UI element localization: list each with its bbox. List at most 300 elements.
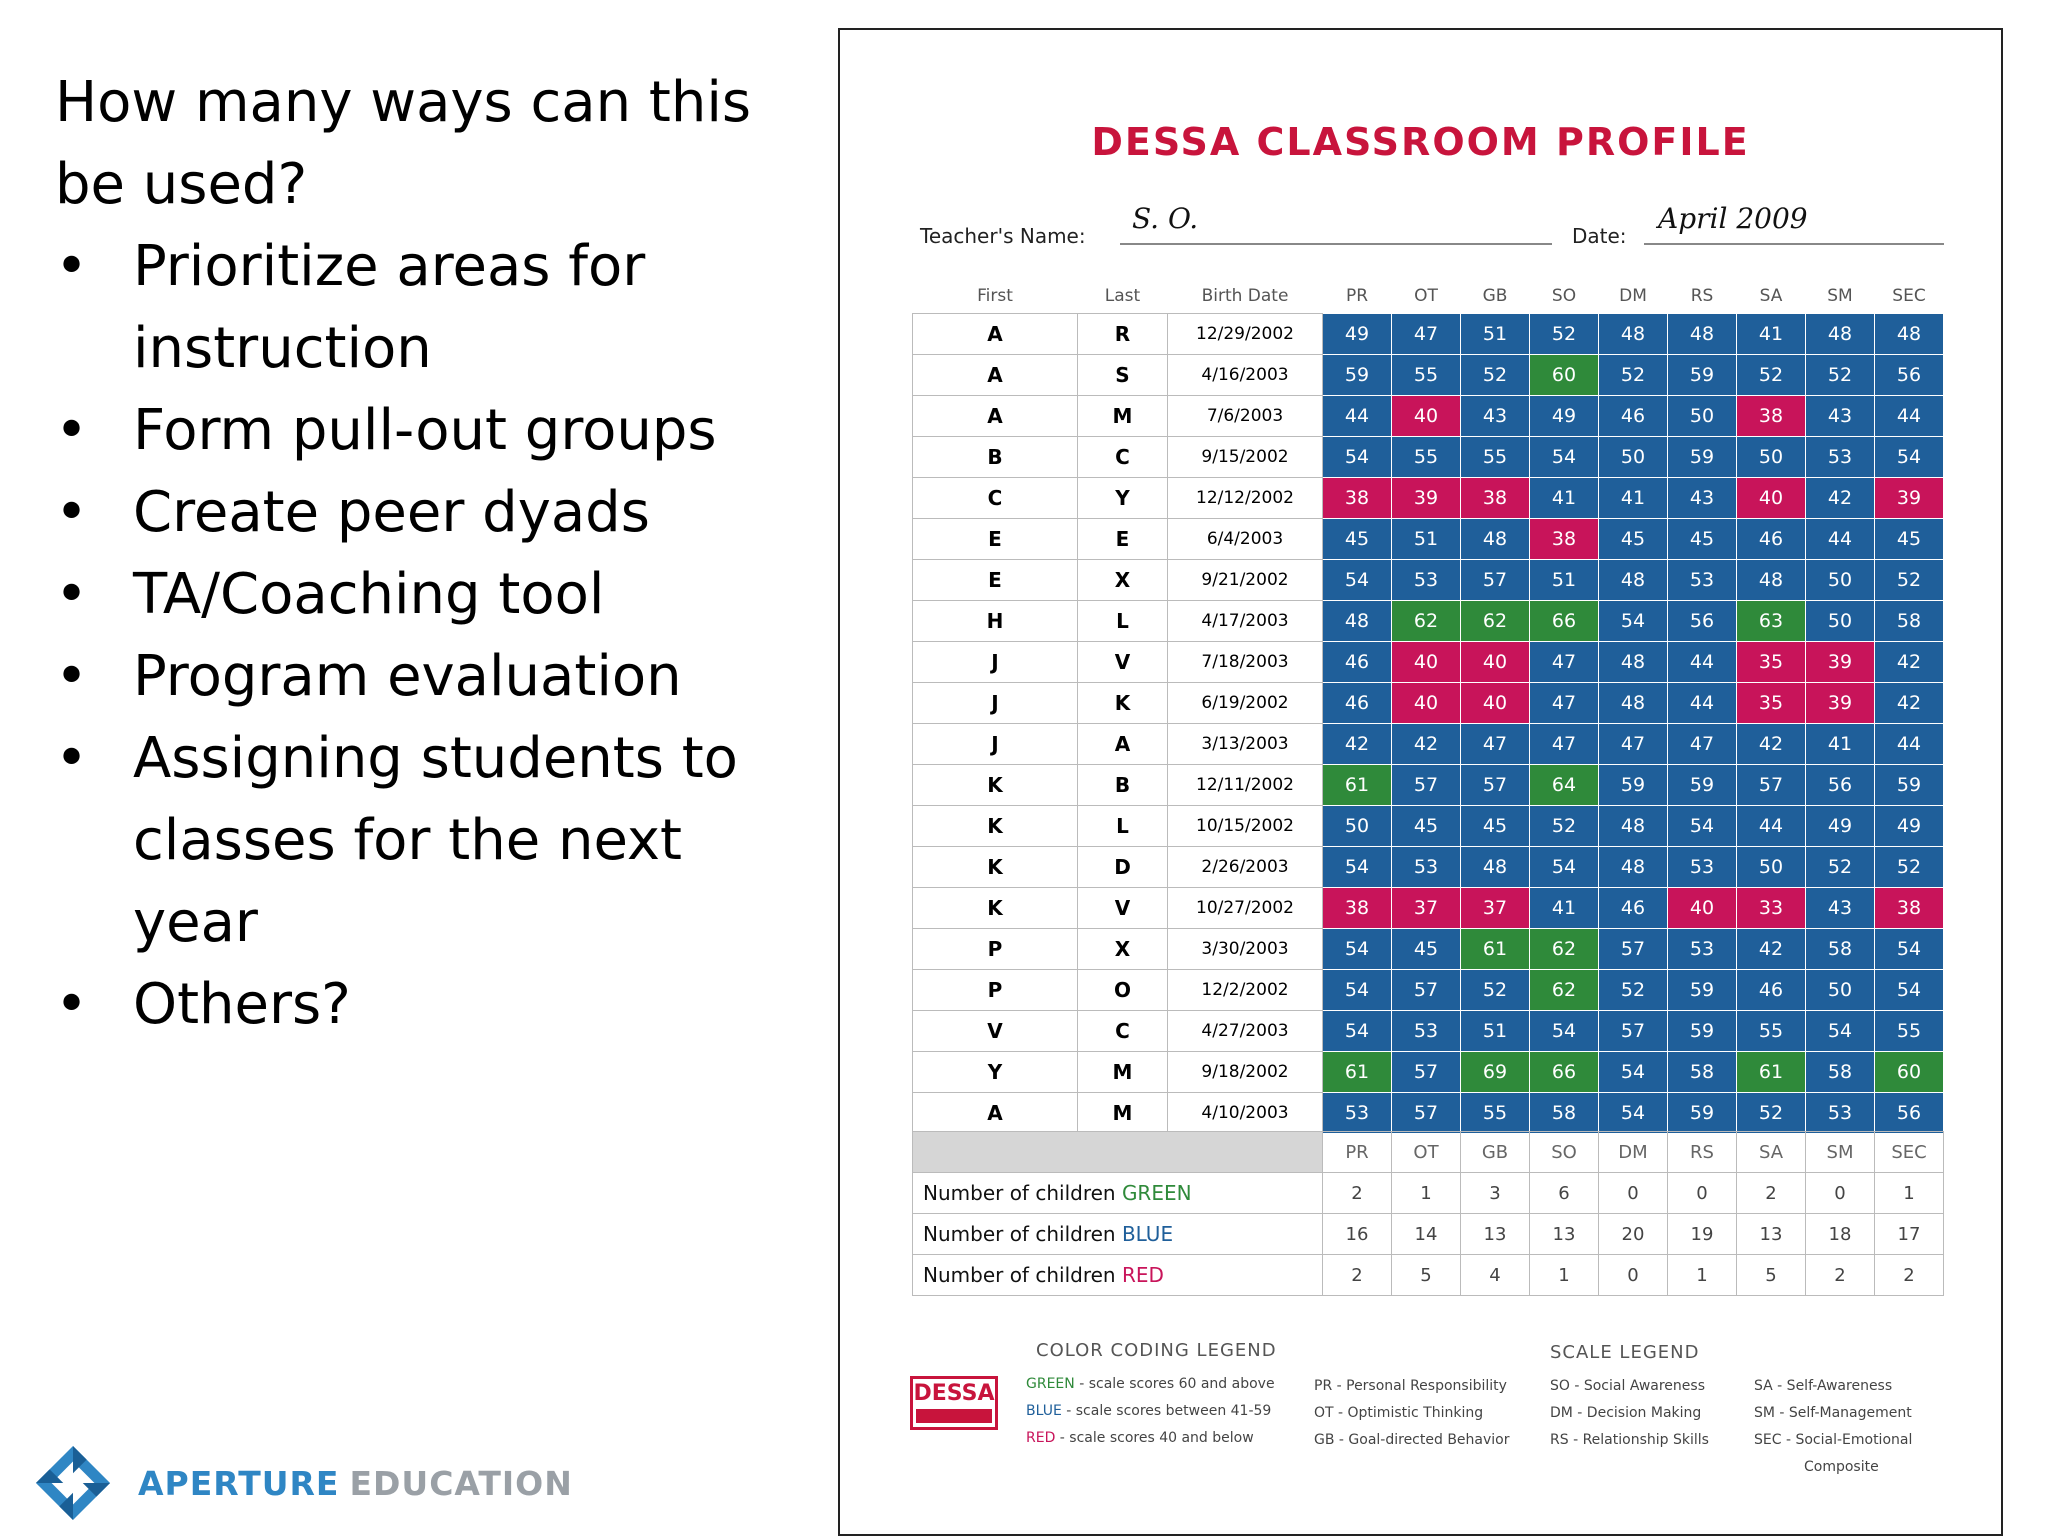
score-cell: 53 (1323, 1093, 1392, 1134)
score-cell: 51 (1392, 519, 1461, 560)
last-name-cell: C (1078, 1011, 1168, 1052)
last-name-cell: C (1078, 437, 1168, 478)
column-header: SM (1827, 286, 1853, 306)
summary-count-cell: 13 (1461, 1214, 1530, 1255)
summary-row-label (913, 1214, 1323, 1255)
summary-color-word: GREEN (1121, 1181, 1192, 1205)
summary-count-cell: 5 (1392, 1255, 1461, 1296)
score-cell: 54 (1530, 847, 1599, 888)
brand-logo (34, 1440, 573, 1526)
score-cell: 40 (1392, 642, 1461, 683)
score-cell: 38 (1323, 888, 1392, 929)
date-label: Date: (1572, 224, 1627, 248)
score-cell: 53 (1806, 1093, 1875, 1134)
summary-label-prefix: Number of children (923, 1222, 1122, 1246)
summary-count-cell: 2 (1737, 1173, 1806, 1214)
dessa-logo (910, 1376, 998, 1430)
aperture-logo-icon (34, 1444, 112, 1522)
first-name-cell: A (913, 1093, 1078, 1134)
date-value: April 2009 (1658, 202, 1808, 235)
score-cell: 52 (1737, 1093, 1806, 1134)
summary-row (913, 1214, 1944, 1255)
student-row (913, 478, 1944, 519)
score-cell: 69 (1461, 1052, 1530, 1093)
score-cell: 48 (1461, 519, 1530, 560)
score-cell: 35 (1737, 642, 1806, 683)
score-cell: 40 (1392, 396, 1461, 437)
score-cell: 59 (1875, 765, 1944, 806)
scale-legend-item: Composite (1804, 1459, 1879, 1475)
birth-date-cell: 3/13/2003 (1168, 724, 1323, 765)
score-cell: 48 (1737, 560, 1806, 601)
score-cell: 48 (1875, 314, 1944, 355)
first-name-cell: K (913, 847, 1078, 888)
score-cell: 45 (1323, 519, 1392, 560)
score-cell: 57 (1461, 765, 1530, 806)
score-cell: 45 (1599, 519, 1668, 560)
score-cell: 48 (1668, 314, 1737, 355)
teacher-name-value: S. O. (1132, 202, 1199, 235)
score-cell: 50 (1737, 437, 1806, 478)
student-row (913, 1011, 1944, 1052)
score-cell: 46 (1323, 683, 1392, 724)
last-name-cell: Y (1078, 478, 1168, 519)
score-cell: 45 (1875, 519, 1944, 560)
birth-date-cell: 6/4/2003 (1168, 519, 1323, 560)
score-cell: 62 (1530, 929, 1599, 970)
column-header: OT (1414, 286, 1438, 306)
score-cell: 53 (1668, 929, 1737, 970)
score-cell: 48 (1599, 642, 1668, 683)
score-cell: 57 (1461, 560, 1530, 601)
score-cell: 50 (1806, 601, 1875, 642)
scale-legend-item: PR - Personal Responsibility (1314, 1378, 1507, 1394)
score-cell: 62 (1530, 970, 1599, 1011)
score-cell: 54 (1323, 970, 1392, 1011)
score-cell: 47 (1530, 724, 1599, 765)
color-legend-item (1026, 1430, 1254, 1446)
birth-date-cell: 3/30/2003 (1168, 929, 1323, 970)
score-cell: 41 (1530, 888, 1599, 929)
score-cell: 59 (1599, 765, 1668, 806)
last-name-cell: O (1078, 970, 1168, 1011)
summary-count-cell: 2 (1875, 1255, 1944, 1296)
score-cell: 57 (1392, 765, 1461, 806)
scale-legend-item: SEC - Social-Emotional (1754, 1432, 1913, 1448)
score-cell: 64 (1530, 765, 1599, 806)
last-name-cell: M (1078, 1052, 1168, 1093)
score-cell: 52 (1461, 355, 1530, 396)
score-cell: 54 (1875, 970, 1944, 1011)
score-cell: 56 (1806, 765, 1875, 806)
score-cell: 57 (1392, 1052, 1461, 1093)
score-cell: 44 (1737, 806, 1806, 847)
student-row (913, 806, 1944, 847)
score-cell: 42 (1875, 683, 1944, 724)
summary-column-header: GB (1461, 1132, 1530, 1173)
score-cell: 40 (1461, 683, 1530, 724)
birth-date-cell: 4/27/2003 (1168, 1011, 1323, 1052)
summary-count-cell: 2 (1806, 1255, 1875, 1296)
color-legend-word: RED (1026, 1430, 1056, 1446)
column-header: SO (1551, 286, 1577, 306)
last-name-cell: V (1078, 642, 1168, 683)
score-cell: 54 (1599, 1093, 1668, 1134)
score-cell: 61 (1461, 929, 1530, 970)
score-cell: 41 (1737, 314, 1806, 355)
student-row (913, 847, 1944, 888)
score-cell: 37 (1461, 888, 1530, 929)
summary-column-header: OT (1392, 1132, 1461, 1173)
score-cell: 48 (1599, 560, 1668, 601)
birth-date-cell: 12/2/2002 (1168, 970, 1323, 1011)
teacher-name-underline (1120, 243, 1552, 245)
birth-date-cell: 7/18/2003 (1168, 642, 1323, 683)
student-row (913, 970, 1944, 1011)
score-cell: 48 (1806, 314, 1875, 355)
score-cell: 55 (1392, 355, 1461, 396)
last-name-cell: X (1078, 929, 1168, 970)
student-row (913, 519, 1944, 560)
score-cell: 54 (1323, 1011, 1392, 1052)
score-cell: 46 (1599, 888, 1668, 929)
score-cell: 56 (1875, 1093, 1944, 1134)
summary-label-prefix: Number of children (923, 1263, 1122, 1287)
score-cell: 47 (1530, 642, 1599, 683)
summary-column-header: PR (1323, 1132, 1392, 1173)
student-row (913, 355, 1944, 396)
column-header: RS (1690, 286, 1714, 306)
score-cell: 47 (1599, 724, 1668, 765)
bullet-item: • Program evaluation (55, 636, 775, 718)
score-cell: 40 (1668, 888, 1737, 929)
summary-count-cell: 19 (1668, 1214, 1737, 1255)
birth-date-cell: 4/17/2003 (1168, 601, 1323, 642)
score-cell: 49 (1323, 314, 1392, 355)
first-name-cell: C (913, 478, 1078, 519)
summary-count-cell: 0 (1668, 1173, 1737, 1214)
summary-count-cell: 14 (1392, 1214, 1461, 1255)
summary-count-cell: 17 (1875, 1214, 1944, 1255)
bullet-item: • Create peer dyads (55, 472, 775, 554)
first-name-cell: J (913, 683, 1078, 724)
score-cell: 48 (1323, 601, 1392, 642)
slide-question: How many ways can this be used? (55, 70, 752, 217)
first-name-cell: H (913, 601, 1078, 642)
score-cell: 42 (1875, 642, 1944, 683)
bullet-list (55, 226, 775, 1046)
first-name-cell: P (913, 970, 1078, 1011)
score-cell: 38 (1875, 888, 1944, 929)
student-row (913, 683, 1944, 724)
first-name-cell: B (913, 437, 1078, 478)
score-cell: 59 (1668, 355, 1737, 396)
score-cell: 62 (1392, 601, 1461, 642)
score-cell: 46 (1323, 642, 1392, 683)
score-cell: 55 (1392, 437, 1461, 478)
score-cell: 40 (1737, 478, 1806, 519)
score-cell: 41 (1806, 724, 1875, 765)
score-cell: 52 (1806, 847, 1875, 888)
score-cell: 61 (1737, 1052, 1806, 1093)
score-cell: 47 (1668, 724, 1737, 765)
first-name-cell: Y (913, 1052, 1078, 1093)
summary-count-cell: 6 (1530, 1173, 1599, 1214)
summary-count-cell: 4 (1461, 1255, 1530, 1296)
score-cell: 33 (1737, 888, 1806, 929)
birth-date-cell: 2/26/2003 (1168, 847, 1323, 888)
color-legend-item (1026, 1376, 1275, 1392)
score-cell: 54 (1530, 1011, 1599, 1052)
scale-legend-item: OT - Optimistic Thinking (1314, 1405, 1484, 1421)
color-legend-item (1026, 1403, 1271, 1419)
first-name-cell: A (913, 314, 1078, 355)
score-cell: 59 (1668, 1011, 1737, 1052)
score-cell: 59 (1323, 355, 1392, 396)
score-cell: 48 (1599, 314, 1668, 355)
first-name-cell: E (913, 560, 1078, 601)
last-name-cell: X (1078, 560, 1168, 601)
score-cell: 50 (1323, 806, 1392, 847)
summary-blank-cell (913, 1132, 1323, 1173)
summary-color-word: BLUE (1121, 1222, 1174, 1246)
color-legend-text: - scale scores 40 and below (1055, 1430, 1254, 1446)
summary-color-word: RED (1121, 1263, 1164, 1287)
score-cell: 59 (1668, 970, 1737, 1011)
first-name-cell: J (913, 642, 1078, 683)
score-cell: 37 (1392, 888, 1461, 929)
score-cell: 44 (1806, 519, 1875, 560)
student-row (913, 314, 1944, 355)
score-cell: 47 (1461, 724, 1530, 765)
document-title: DESSA CLASSROOM PROFILE (1091, 120, 1750, 164)
column-header: First (977, 286, 1013, 306)
birth-date-cell: 7/6/2003 (1168, 396, 1323, 437)
student-row (913, 601, 1944, 642)
score-cell: 43 (1806, 888, 1875, 929)
scores-table (912, 279, 1944, 1134)
summary-column-header: RS (1668, 1132, 1737, 1173)
score-cell: 40 (1461, 642, 1530, 683)
score-cell: 35 (1737, 683, 1806, 724)
score-cell: 41 (1530, 478, 1599, 519)
score-cell: 39 (1392, 478, 1461, 519)
student-row (913, 1052, 1944, 1093)
scale-legend-title: SCALE LEGEND (1550, 1342, 1700, 1363)
score-cell: 41 (1599, 478, 1668, 519)
score-cell: 42 (1737, 929, 1806, 970)
student-row (913, 724, 1944, 765)
score-cell: 49 (1530, 396, 1599, 437)
last-name-cell: L (1078, 806, 1168, 847)
summary-row-label (913, 1255, 1323, 1296)
score-cell: 57 (1599, 1011, 1668, 1052)
brand-name (138, 1464, 573, 1503)
score-cell: 58 (1806, 1052, 1875, 1093)
first-name-cell: K (913, 806, 1078, 847)
scale-legend-item: SA - Self-Awareness (1754, 1378, 1893, 1394)
summary-table (912, 1131, 1944, 1296)
score-cell: 50 (1806, 970, 1875, 1011)
summary-count-cell: 3 (1461, 1173, 1530, 1214)
summary-count-cell: 1 (1875, 1173, 1944, 1214)
score-cell: 54 (1875, 929, 1944, 970)
score-cell: 59 (1668, 765, 1737, 806)
summary-count-cell: 16 (1323, 1214, 1392, 1255)
score-cell: 48 (1599, 683, 1668, 724)
summary-row (913, 1173, 1944, 1214)
score-cell: 52 (1599, 355, 1668, 396)
score-cell: 53 (1806, 437, 1875, 478)
score-cell: 47 (1530, 683, 1599, 724)
score-cell: 52 (1599, 970, 1668, 1011)
last-name-cell: R (1078, 314, 1168, 355)
summary-column-header: DM (1599, 1132, 1668, 1173)
score-cell: 50 (1599, 437, 1668, 478)
score-cell: 59 (1668, 1093, 1737, 1134)
summary-count-cell: 2 (1323, 1173, 1392, 1214)
birth-date-cell: 12/29/2002 (1168, 314, 1323, 355)
student-row (913, 437, 1944, 478)
first-name-cell: A (913, 355, 1078, 396)
score-cell: 42 (1323, 724, 1392, 765)
score-cell: 54 (1875, 437, 1944, 478)
score-cell: 53 (1668, 560, 1737, 601)
summary-count-cell: 0 (1806, 1173, 1875, 1214)
score-cell: 42 (1806, 478, 1875, 519)
score-cell: 44 (1668, 683, 1737, 724)
score-cell: 55 (1461, 1093, 1530, 1134)
score-cell: 54 (1806, 1011, 1875, 1052)
summary-column-header: SM (1806, 1132, 1875, 1173)
score-cell: 45 (1392, 929, 1461, 970)
student-row (913, 396, 1944, 437)
score-cell: 63 (1737, 601, 1806, 642)
first-name-cell: P (913, 929, 1078, 970)
last-name-cell: L (1078, 601, 1168, 642)
score-cell: 42 (1737, 724, 1806, 765)
score-cell: 55 (1875, 1011, 1944, 1052)
score-cell: 57 (1392, 970, 1461, 1011)
score-cell: 54 (1530, 437, 1599, 478)
score-cell: 56 (1875, 355, 1944, 396)
summary-count-cell: 1 (1530, 1255, 1599, 1296)
teacher-name-label: Teacher's Name: (920, 224, 1086, 248)
scale-legend-item: RS - Relationship Skills (1550, 1432, 1709, 1448)
score-cell: 45 (1461, 806, 1530, 847)
birth-date-cell: 4/16/2003 (1168, 355, 1323, 396)
column-header: PR (1345, 286, 1369, 306)
score-cell: 52 (1875, 560, 1944, 601)
score-cell: 48 (1599, 847, 1668, 888)
score-cell: 61 (1323, 1052, 1392, 1093)
score-cell: 53 (1668, 847, 1737, 888)
birth-date-cell: 12/12/2002 (1168, 478, 1323, 519)
score-cell: 38 (1737, 396, 1806, 437)
brand-name-part2: EDUCATION (349, 1463, 573, 1503)
score-cell: 39 (1875, 478, 1944, 519)
birth-date-cell: 9/18/2002 (1168, 1052, 1323, 1093)
bullet-item: • Others? (55, 964, 775, 1046)
score-cell: 46 (1599, 396, 1668, 437)
brand-name-part1: APERTURE (138, 1463, 340, 1503)
score-cell: 46 (1737, 970, 1806, 1011)
first-name-cell: K (913, 765, 1078, 806)
score-cell: 57 (1392, 1093, 1461, 1134)
last-name-cell: S (1078, 355, 1168, 396)
color-legend-title: COLOR CODING LEGEND (1036, 1340, 1277, 1361)
score-cell: 52 (1530, 806, 1599, 847)
score-cell: 38 (1530, 519, 1599, 560)
score-cell: 54 (1323, 560, 1392, 601)
column-header: SA (1759, 286, 1783, 306)
color-legend-word: GREEN (1026, 1376, 1075, 1392)
score-cell: 52 (1875, 847, 1944, 888)
score-cell: 53 (1392, 847, 1461, 888)
last-name-cell: E (1078, 519, 1168, 560)
color-legend-text: - scale scores 60 and above (1074, 1376, 1275, 1392)
score-cell: 46 (1737, 519, 1806, 560)
student-row (913, 560, 1944, 601)
summary-column-header: SA (1737, 1132, 1806, 1173)
score-cell: 38 (1323, 478, 1392, 519)
score-cell: 40 (1392, 683, 1461, 724)
score-cell: 50 (1806, 560, 1875, 601)
last-name-cell: B (1078, 765, 1168, 806)
birth-date-cell: 9/21/2002 (1168, 560, 1323, 601)
score-cell: 60 (1875, 1052, 1944, 1093)
first-name-cell: K (913, 888, 1078, 929)
score-cell: 54 (1323, 847, 1392, 888)
score-cell: 57 (1737, 765, 1806, 806)
birth-date-cell: 10/15/2002 (1168, 806, 1323, 847)
score-cell: 50 (1668, 396, 1737, 437)
scale-legend-item: SM - Self-Management (1754, 1405, 1912, 1421)
column-header: Last (1104, 286, 1141, 306)
score-cell: 54 (1599, 601, 1668, 642)
slide-text-area (55, 62, 775, 1046)
summary-column-header: SO (1530, 1132, 1599, 1173)
summary-label-prefix: Number of children (923, 1181, 1122, 1205)
score-cell: 58 (1875, 601, 1944, 642)
score-cell: 44 (1875, 396, 1944, 437)
birth-date-cell: 10/27/2002 (1168, 888, 1323, 929)
birth-date-cell: 9/15/2002 (1168, 437, 1323, 478)
score-cell: 66 (1530, 1052, 1599, 1093)
student-row (913, 929, 1944, 970)
score-cell: 51 (1461, 314, 1530, 355)
score-cell: 62 (1461, 601, 1530, 642)
score-cell: 55 (1737, 1011, 1806, 1052)
student-row (913, 888, 1944, 929)
birth-date-cell: 6/19/2002 (1168, 683, 1323, 724)
bullet-item: • Assigning students to classes for the next year (55, 718, 775, 964)
last-name-cell: M (1078, 1093, 1168, 1134)
last-name-cell: D (1078, 847, 1168, 888)
score-cell: 66 (1530, 601, 1599, 642)
score-cell: 52 (1461, 970, 1530, 1011)
summary-row-label (913, 1173, 1323, 1214)
summary-count-cell: 2 (1323, 1255, 1392, 1296)
student-row (913, 765, 1944, 806)
score-cell: 44 (1668, 642, 1737, 683)
column-header: GB (1482, 286, 1508, 306)
scale-legend-item: SO - Social Awareness (1550, 1378, 1705, 1394)
birth-date-cell: 12/11/2002 (1168, 765, 1323, 806)
score-cell: 38 (1461, 478, 1530, 519)
last-name-cell: M (1078, 396, 1168, 437)
score-cell: 44 (1323, 396, 1392, 437)
